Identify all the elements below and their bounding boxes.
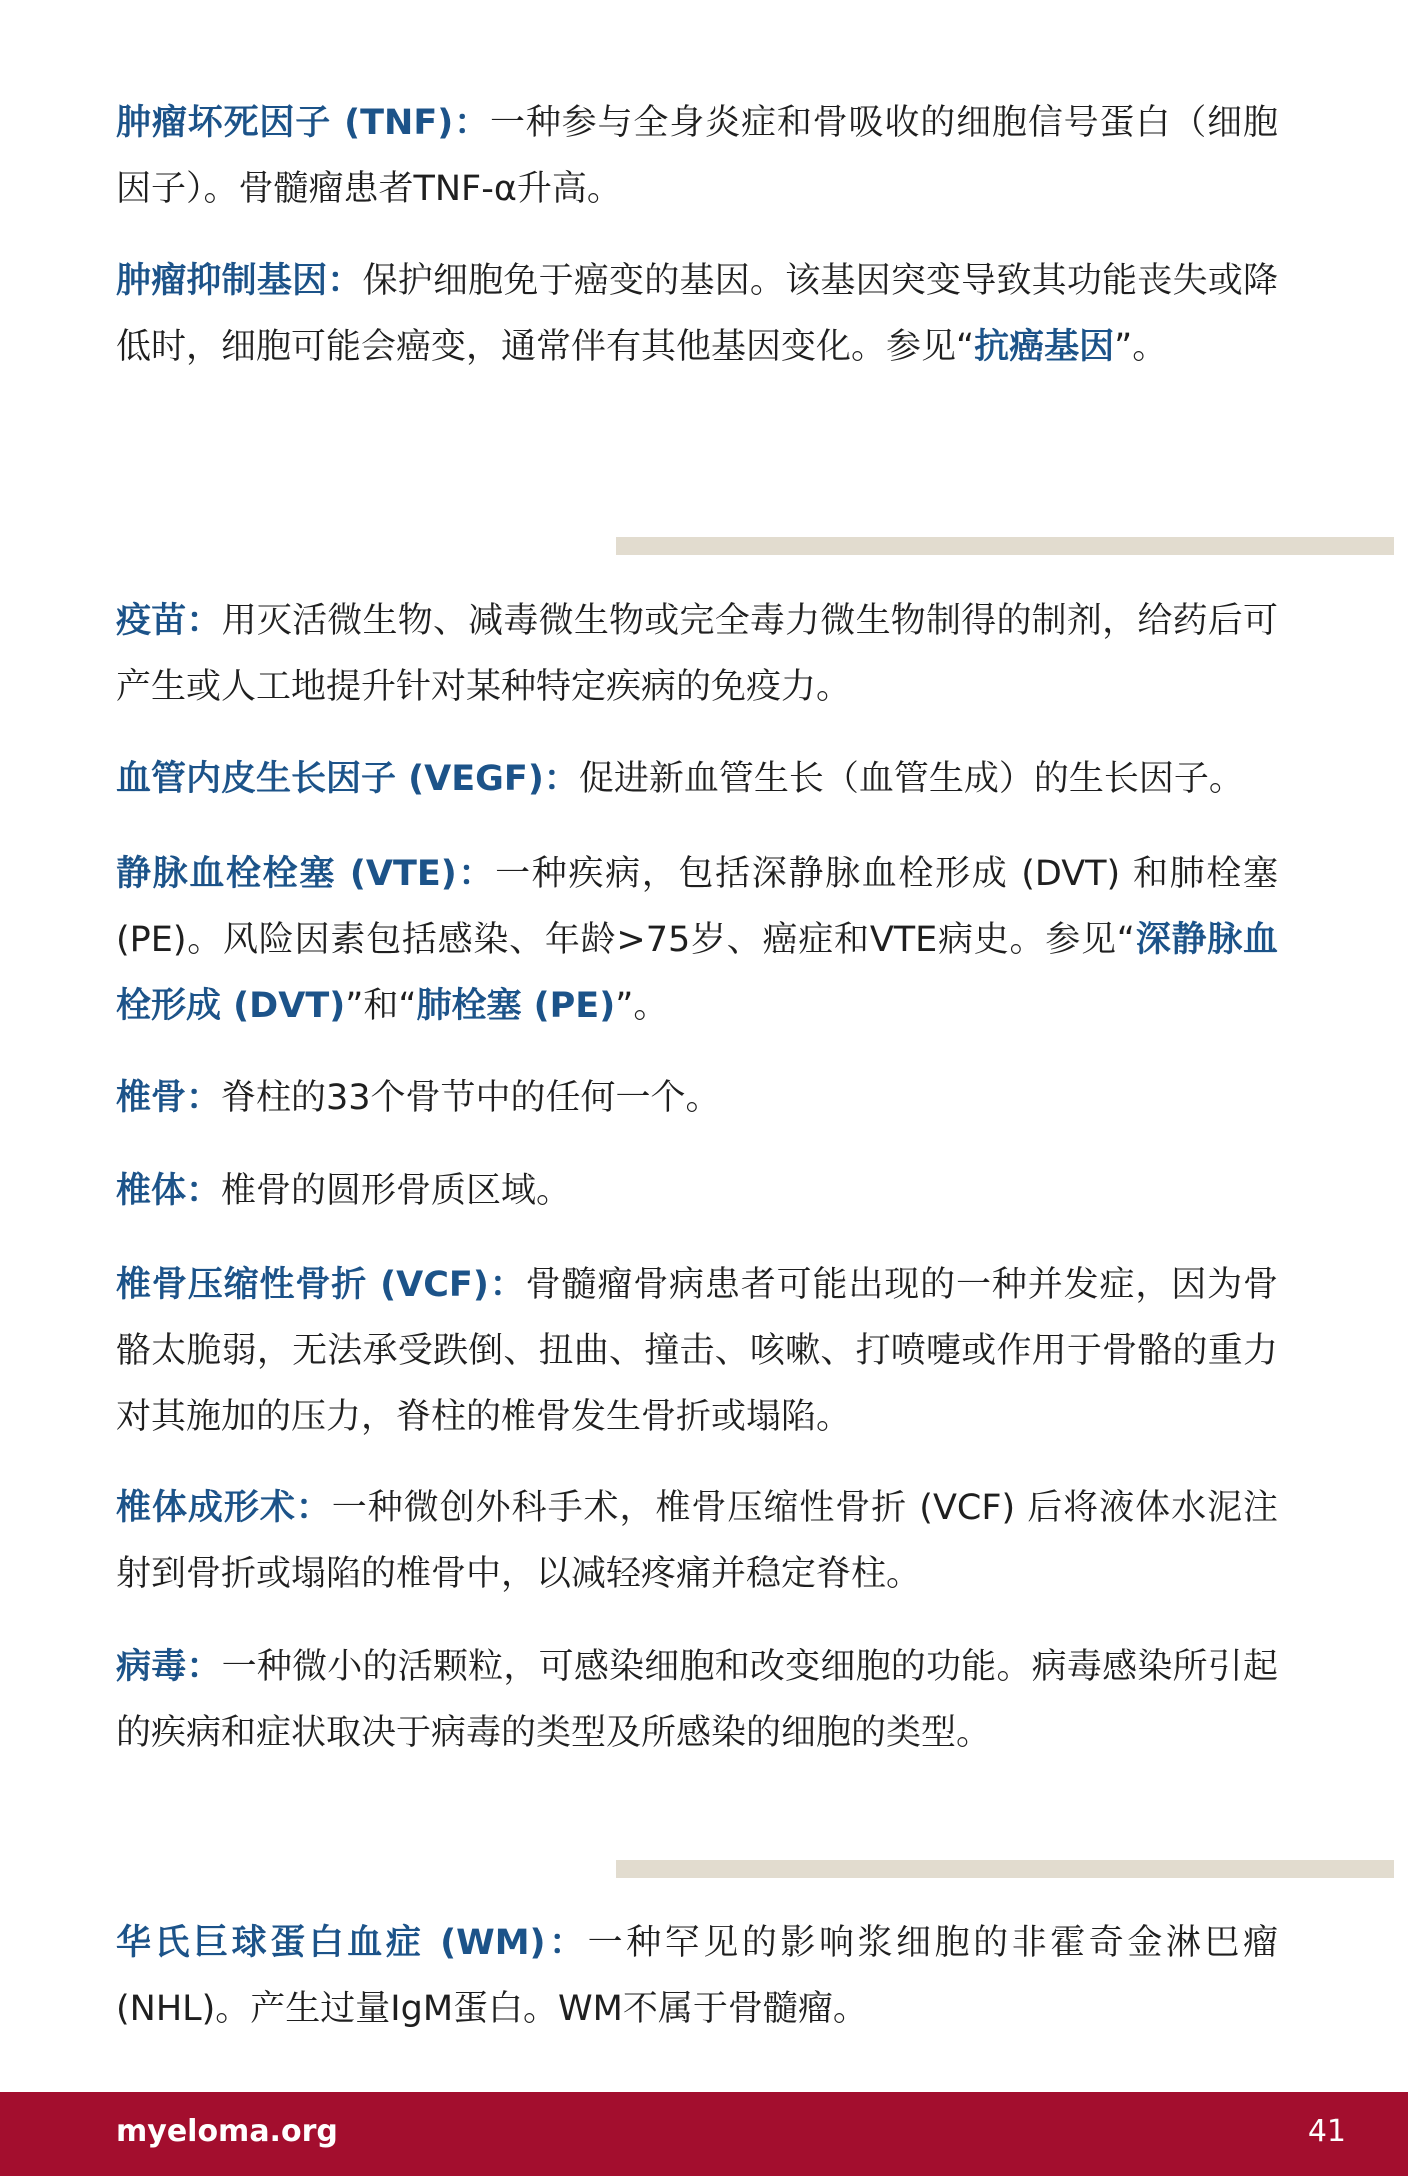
- glossary-definition: 用灭活微生物、减毒微生物或完全毒力微生物制得的制剂，给药后可产生或人工地提升针对某种特定疾病的免疫力。: [116, 601, 1278, 707]
- glossary-term: 血管内皮生长因子 (VEGF)：: [116, 759, 579, 799]
- glossary-entry-vcf: [116, 1252, 1278, 1450]
- section-divider: [616, 537, 1394, 555]
- glossary-term: 疫苗：: [116, 601, 222, 641]
- cross-reference-link[interactable]: 深静脉血栓形成 (DVT): [116, 920, 1278, 1026]
- page-footer: [0, 2092, 1408, 2176]
- glossary-term: 椎体：: [116, 1171, 222, 1211]
- glossary-entry-vaccine: [116, 588, 1278, 720]
- glossary-definition: 一种罕见的影响浆细胞的非霍奇金淋巴瘤 (NHL)。产生过量IgM蛋白。WM不属于骨髓瘤。: [116, 1923, 1278, 2029]
- cross-reference-link[interactable]: 肺栓塞 (PE): [416, 986, 616, 1026]
- glossary-entry-vte: [116, 841, 1278, 1039]
- glossary-term: 病毒：: [116, 1647, 222, 1687]
- glossary-term: 椎体成形术：: [116, 1488, 332, 1528]
- glossary-term: 椎骨压缩性骨折 (VCF)：: [116, 1265, 526, 1305]
- glossary-definition-mid: ”和“: [345, 986, 417, 1026]
- page-number: 41: [1307, 2114, 1346, 2149]
- glossary-definition: 保护细胞免于癌变的基因。该基因突变导致其功能丧失或降低时，细胞可能会癌变，通常伴有其他基因变化。参见“: [116, 261, 1278, 367]
- section-divider: [616, 1860, 1394, 1878]
- glossary-term: 华氏巨球蛋白血症 (WM)：: [116, 1923, 588, 1963]
- glossary-term: 肿瘤抑制基因：: [116, 261, 363, 301]
- footer-site-link[interactable]: myeloma.org: [116, 2114, 338, 2149]
- glossary-definition: 骨髓瘤骨病患者可能出现的一种并发症，因为骨骼太脆弱，无法承受跌倒、扭曲、撞击、咳嗽、打喷嚏或作用于骨骼的重力对其施加的压力，脊柱的椎骨发生骨折或塌陷。: [116, 1265, 1278, 1437]
- glossary-definition: 脊柱的33个骨节中的任何一个。: [221, 1078, 721, 1118]
- glossary-definition: 椎骨的圆形骨质区域。: [221, 1171, 572, 1211]
- glossary-definition: 一种微创外科手术，椎骨压缩性骨折 (VCF) 后将液体水泥注射到骨折或塌陷的椎骨中，以减轻疼痛并稳定脊柱。: [116, 1488, 1278, 1594]
- glossary-definition-tail: ”。: [615, 986, 669, 1026]
- glossary-definition: 一种参与全身炎症和骨吸收的细胞信号蛋白（细胞因子）。骨髓瘤患者TNF-α升高。: [116, 103, 1278, 209]
- glossary-term: 肿瘤坏死因子 (TNF)：: [116, 103, 490, 143]
- glossary-entry-tumor-suppressor: [116, 248, 1278, 380]
- glossary-entry-virus: [116, 1634, 1278, 1766]
- glossary-entry-wm: [116, 1910, 1278, 2042]
- cross-reference-link[interactable]: 抗癌基因: [974, 327, 1115, 367]
- glossary-entry-vertebra: [116, 1065, 1278, 1131]
- glossary-entry-tnf: [116, 90, 1278, 222]
- glossary-definition: 促进新血管生长（血管生成）的生长因子。: [578, 759, 1244, 799]
- glossary-term: 椎骨：: [116, 1078, 222, 1118]
- glossary-definition-tail: ”。: [1114, 327, 1168, 367]
- glossary-definition: 一种微小的活颗粒，可感染细胞和改变细胞的功能。病毒感染所引起的疾病和症状取决于病毒的类型及所感染的细胞的类型。: [116, 1647, 1278, 1753]
- glossary-entry-vegf: [116, 746, 1278, 812]
- glossary-term: 静脉血栓栓塞 (VTE)：: [116, 854, 496, 894]
- glossary-definition: 一种疾病，包括深静脉血栓形成 (DVT) 和肺栓塞 (PE)。风险因素包括感染、年龄>75岁、癌症和VTE病史。参见“: [116, 854, 1278, 960]
- glossary-entry-vertebroplasty: [116, 1475, 1278, 1607]
- glossary-entry-vertebral-body: [116, 1158, 1278, 1224]
